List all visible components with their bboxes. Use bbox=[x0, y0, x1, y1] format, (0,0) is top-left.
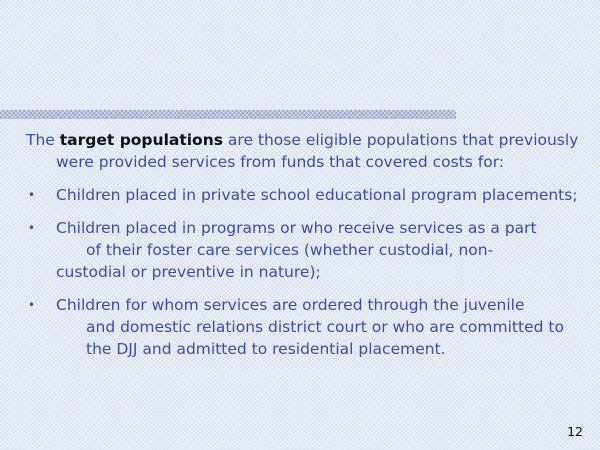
intro-paragraph bbox=[26, 129, 581, 173]
bullet-dot-icon: • bbox=[28, 188, 36, 202]
bullet-text-line-3: custodial or preventive in nature); bbox=[56, 263, 321, 281]
bullet-text-rest: and domestic relations district court or who are committed to the DJJ and admitted to residential placement. bbox=[86, 318, 564, 358]
bullet-text: Children placed in private school educational program placements; bbox=[56, 186, 578, 204]
intro-emphasis: target populations bbox=[59, 131, 223, 149]
intro-lead: The bbox=[26, 131, 60, 149]
bullet-text-line-1: Children placed in programs or who receive services as a part bbox=[56, 219, 537, 237]
bullet-list bbox=[26, 184, 581, 360]
bullet-item-foster-care bbox=[26, 217, 581, 283]
slide-content bbox=[26, 129, 581, 360]
bullet-dot-icon: • bbox=[28, 298, 36, 312]
bullet-text-line-2: of their foster care services (whether custodial, non- bbox=[86, 241, 494, 259]
bullet-text-line-1: Children for whom services are ordered through the juvenile bbox=[56, 296, 525, 314]
intro-rest: are those eligible populations that previously were provided services from funds that covered costs for: bbox=[56, 131, 579, 171]
title-rule-band bbox=[0, 110, 456, 119]
bullet-dot-icon: • bbox=[28, 221, 36, 235]
bullet-item-private-school bbox=[26, 184, 581, 206]
page-number: 12 bbox=[567, 424, 583, 439]
bullet-item-court-ordered bbox=[26, 294, 581, 360]
